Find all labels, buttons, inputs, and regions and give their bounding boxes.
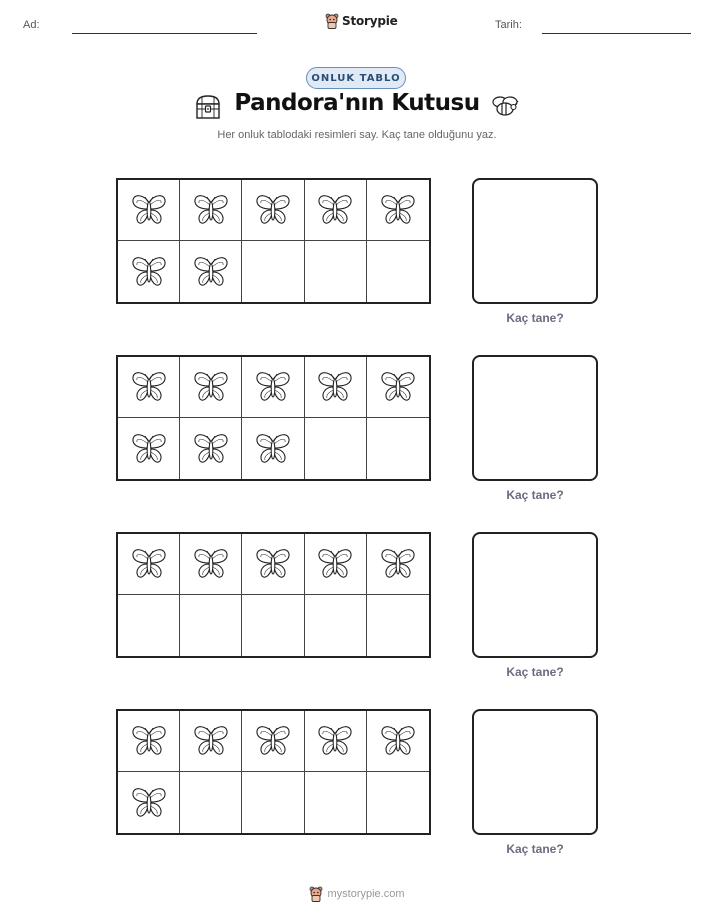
- ten-frame-cell: [367, 772, 429, 833]
- butterfly-icon: [129, 431, 169, 467]
- ten-frame-cell: [305, 772, 367, 833]
- storypie-mascot-icon: [309, 886, 323, 902]
- butterfly-icon: [315, 192, 355, 228]
- butterfly-icon: [129, 192, 169, 228]
- ten-frame-cell: [242, 418, 304, 479]
- answer-label: Kaç tane?: [506, 842, 564, 856]
- butterfly-icon: [191, 431, 231, 467]
- ten-frame-cell: [118, 180, 180, 241]
- footer: [0, 886, 714, 902]
- ten-frame-cell: [305, 180, 367, 241]
- ten-frame-cell: [305, 241, 367, 302]
- butterfly-icon: [191, 723, 231, 759]
- ten-frame-cell: [118, 711, 180, 772]
- ten-frame-cell: [367, 357, 429, 418]
- butterfly-icon: [191, 369, 231, 405]
- ten-frame-cell: [180, 357, 242, 418]
- footer-url: mystorypie.com: [327, 888, 405, 900]
- answer-label: Kaç tane?: [506, 665, 564, 679]
- ten-frame-cell: [242, 534, 304, 595]
- ten-frame-cell: [242, 357, 304, 418]
- ten-frame-cell: [118, 534, 180, 595]
- ten-frame-cell: [180, 711, 242, 772]
- answer-box[interactable]: [472, 178, 598, 304]
- butterfly-icon: [378, 369, 418, 405]
- ten-frame-cell: [118, 241, 180, 302]
- butterfly-icon: [191, 192, 231, 228]
- butterfly-icon: [315, 723, 355, 759]
- ten-frame-cell: [118, 772, 180, 833]
- answer-label: Kaç tane?: [506, 488, 564, 502]
- ten-frame-cell: [305, 595, 367, 656]
- answer-box[interactable]: [472, 355, 598, 481]
- ten-frame-cell: [242, 241, 304, 302]
- butterfly-icon: [129, 369, 169, 405]
- ten-frame-cell: [242, 772, 304, 833]
- answer-box[interactable]: [472, 709, 598, 835]
- butterfly-icon: [315, 546, 355, 582]
- ten-frame-cell: [118, 595, 180, 656]
- instructions: Her onluk tablodaki resimleri say. Kaç tane olduğunu yaz.: [217, 129, 497, 141]
- butterfly-icon: [253, 369, 293, 405]
- ten-frame-cell: [367, 711, 429, 772]
- bee-icon: [489, 94, 521, 120]
- ten-frame-cell: [180, 418, 242, 479]
- ten-frame-cell: [305, 357, 367, 418]
- butterfly-icon: [378, 723, 418, 759]
- butterfly-icon: [253, 723, 293, 759]
- date-field[interactable]: [542, 33, 691, 34]
- butterfly-icon: [378, 546, 418, 582]
- ten-frame: [116, 355, 431, 481]
- answer-label: Kaç tane?: [506, 311, 564, 325]
- ten-frame-cell: [242, 595, 304, 656]
- ten-frame-cell: [242, 180, 304, 241]
- ten-frame-cell: [367, 418, 429, 479]
- ten-frame-cell: [180, 241, 242, 302]
- butterfly-icon: [129, 723, 169, 759]
- ten-frame-cell: [367, 180, 429, 241]
- ten-frame-cell: [180, 595, 242, 656]
- butterfly-icon: [129, 254, 169, 290]
- brand-name: Storypie: [342, 14, 398, 28]
- brand-logo: [325, 13, 398, 29]
- name-label: Ad:: [23, 19, 40, 31]
- butterfly-icon: [191, 546, 231, 582]
- ten-frame-cell: [242, 711, 304, 772]
- ten-frame-cell: [180, 772, 242, 833]
- ten-frame-cell: [305, 711, 367, 772]
- category-badge: ONLUK TABLO: [306, 67, 406, 89]
- butterfly-icon: [253, 546, 293, 582]
- butterfly-icon: [129, 785, 169, 821]
- butterfly-icon: [129, 546, 169, 582]
- ten-frame-cell: [305, 418, 367, 479]
- name-field[interactable]: [72, 33, 257, 34]
- date-label: Tarih:: [495, 19, 522, 31]
- ten-frame-cell: [180, 534, 242, 595]
- butterfly-icon: [315, 369, 355, 405]
- ten-frame: [116, 709, 431, 835]
- ten-frame-cell: [180, 180, 242, 241]
- storypie-mascot-icon: [325, 13, 339, 29]
- butterfly-icon: [378, 192, 418, 228]
- ten-frame-cell: [367, 241, 429, 302]
- butterfly-icon: [253, 431, 293, 467]
- butterfly-icon: [191, 254, 231, 290]
- ten-frame-cell: [118, 357, 180, 418]
- ten-frame-cell: [367, 534, 429, 595]
- page-title: Pandora'nın Kutusu: [234, 90, 480, 116]
- ten-frame-cell: [118, 418, 180, 479]
- ten-frame-cell: [305, 534, 367, 595]
- ten-frame: [116, 178, 431, 304]
- ten-frame-cell: [367, 595, 429, 656]
- butterfly-icon: [253, 192, 293, 228]
- ten-frame: [116, 532, 431, 658]
- answer-box[interactable]: [472, 532, 598, 658]
